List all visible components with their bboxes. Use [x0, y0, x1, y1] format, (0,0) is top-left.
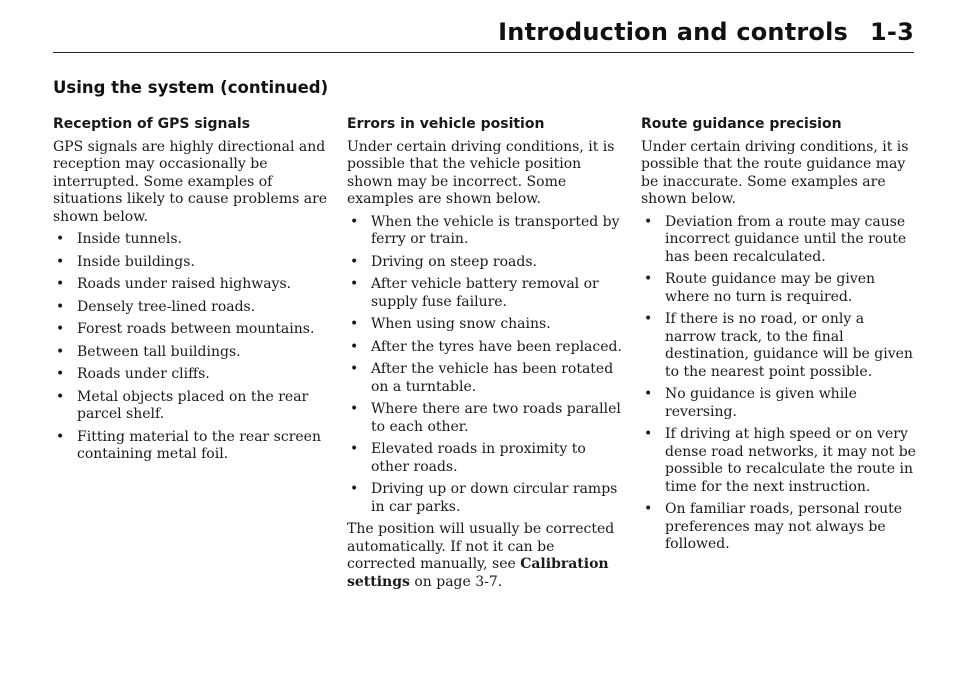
list-item: • Between tall buildings. — [53, 344, 329, 362]
calibration-settings-reference: Calibration settings — [347, 556, 609, 590]
column-intro: GPS signals are highly directional and reception may occasionally be interrupted. Some examples of situations likely to cause problems are shown below. — [53, 138, 328, 225]
list-item: • If driving at high speed or on very dense road networks, it may not be possible to recalculate the route in time for the next instruction. — [641, 426, 917, 496]
list-item: • Roads under cliffs. — [53, 366, 329, 384]
list-item: • When using snow chains. — [347, 316, 623, 334]
list-item: • Elevated roads in proximity to other roads. — [347, 441, 623, 476]
column-heading: Errors in vehicle position — [347, 116, 545, 132]
list-item: • Where there are two roads parallel to each other. — [347, 401, 623, 436]
column-intro: Under certain driving conditions, it is possible that the route guidance may be inaccurate. Some examples are shown below. — [641, 138, 909, 207]
correction-page-ref: on page 3-7. — [409, 573, 503, 590]
column-intro: Under certain driving conditions, it is possible that the vehicle position shown may be incorrect. Some examples are shown below. — [347, 138, 615, 207]
list-item: • Inside tunnels. — [53, 231, 329, 249]
correction-text: The position will usually be corrected automatically. If not it can be corrected manually, see — [347, 521, 615, 572]
column-route-guidance — [641, 116, 917, 559]
bullet-list — [53, 231, 329, 464]
list-item: • When the vehicle is transported by ferry or train. — [347, 214, 623, 249]
chapter-title: Introduction and controls — [498, 18, 849, 46]
list-item: • After the tyres have been replaced. — [347, 339, 623, 357]
list-item: • Deviation from a route may cause incorrect guidance until the route has been recalculated. — [641, 214, 917, 267]
list-item: • Driving up or down circular ramps in car parks. — [347, 481, 623, 516]
column-heading: Reception of GPS signals — [53, 116, 251, 132]
list-item: • No guidance is given while reversing. — [641, 386, 917, 421]
list-item: • Route guidance may be given where no turn is required. — [641, 271, 917, 306]
list-item: • If there is no road, or only a narrow track, to the final destination, guidance will be given to the nearest point possible. — [641, 311, 917, 381]
list-item: • On familiar roads, personal route preferences may not always be followed. — [641, 501, 917, 554]
list-item: • Forest roads between mountains. — [53, 321, 329, 339]
list-item: • Driving on steep roads. — [347, 254, 623, 272]
list-item: • Densely tree-lined roads. — [53, 299, 329, 317]
column-gps-reception — [53, 116, 329, 469]
list-item: • Inside buildings. — [53, 254, 329, 272]
bullet-list — [641, 214, 917, 554]
page-header — [53, 18, 914, 53]
header-title — [498, 18, 914, 46]
column-heading: Route guidance precision — [641, 116, 842, 132]
list-item: • Fitting material to the rear screen containing metal foil. — [53, 429, 329, 464]
list-item: • After vehicle battery removal or supply fuse failure. — [347, 276, 623, 311]
section-subtitle: Using the system (continued) — [53, 78, 329, 97]
list-item: • Roads under raised highways. — [53, 276, 329, 294]
page-number: 1-3 — [870, 18, 914, 46]
bullet-list — [347, 214, 623, 517]
column-position-errors — [347, 116, 623, 591]
list-item: • Metal objects placed on the rear parcel shelf. — [53, 389, 329, 424]
correction-note — [347, 521, 623, 591]
list-item: • After the vehicle has been rotated on a turntable. — [347, 361, 623, 396]
